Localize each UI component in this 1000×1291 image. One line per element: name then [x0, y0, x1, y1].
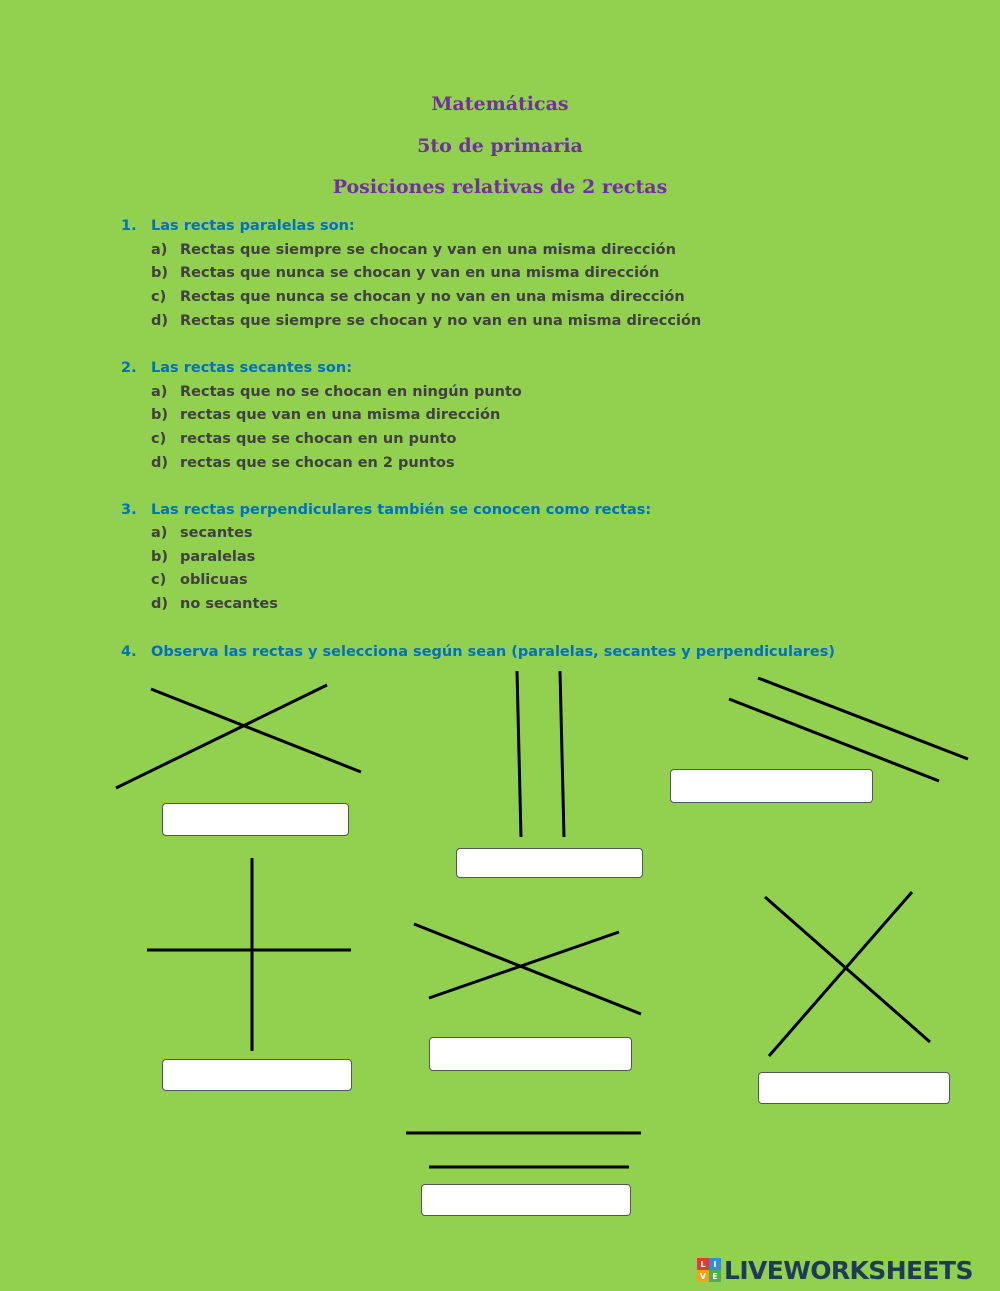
topic-title: Posiciones relativas de 2 rectas: [332, 176, 668, 198]
option-letter: a): [151, 384, 168, 400]
option-text[interactable]: Rectas que no se chocan en ningún punto: [180, 384, 522, 400]
option-letter: b): [151, 407, 169, 423]
logo-letter: E: [709, 1270, 721, 1282]
option-letter: d): [151, 455, 169, 471]
question-number: 2.: [121, 360, 137, 376]
option-letter: c): [151, 431, 167, 447]
option-letter: a): [151, 242, 168, 258]
question-text: Observa las rectas y selecciona según sean (paralelas, secantes y perpendiculares): [151, 644, 835, 660]
diagram-parallel-horizontal: [406, 1133, 641, 1167]
option-text[interactable]: secantes: [180, 525, 253, 541]
option-text[interactable]: Rectas que siempre se chocan y no van en una misma dirección: [180, 313, 702, 329]
answer-input-2[interactable]: [456, 848, 643, 878]
option-text[interactable]: Rectas que siempre se chocan y van en una misma dirección: [180, 242, 676, 258]
option-text[interactable]: oblicuas: [180, 572, 248, 588]
line: [116, 685, 327, 788]
option-text[interactable]: rectas que se chocan en 2 puntos: [180, 455, 455, 471]
line: [151, 689, 361, 772]
logo-letter: I: [709, 1258, 721, 1270]
answer-input-7[interactable]: [421, 1184, 631, 1216]
logo-letter: L: [697, 1258, 709, 1270]
question-number: 4.: [121, 644, 137, 660]
option-text[interactable]: paralelas: [180, 549, 256, 565]
liveworksheets-logo-icon: [697, 1258, 721, 1282]
line: [758, 678, 968, 759]
line: [560, 671, 564, 837]
diagram-parallel-diagonal: [729, 678, 968, 781]
option-letter: c): [151, 572, 167, 588]
diagram-secant-2: [414, 924, 641, 1014]
diagram-secant-1: [116, 685, 361, 788]
diagram-parallel-vertical: [517, 671, 564, 837]
answer-input-1[interactable]: [162, 803, 349, 836]
diagram-perpendicular-cross: [147, 858, 351, 1051]
line: [765, 897, 930, 1042]
line: [517, 671, 521, 837]
logo-letter: V: [697, 1270, 709, 1282]
question-text: Las rectas paralelas son:: [151, 218, 355, 234]
option-letter: d): [151, 596, 169, 612]
answer-input-3[interactable]: [670, 769, 873, 803]
option-text[interactable]: no secantes: [180, 596, 278, 612]
question-number: 3.: [121, 502, 137, 518]
grade-title: 5to de primaria: [417, 135, 583, 157]
option-letter: c): [151, 289, 167, 305]
question-number: 1.: [121, 218, 137, 234]
answer-input-6[interactable]: [758, 1072, 950, 1104]
line: [769, 892, 912, 1056]
subject-title: Matemáticas: [431, 93, 569, 115]
option-text[interactable]: Rectas que nunca se chocan y van en una misma dirección: [180, 265, 660, 281]
option-text[interactable]: Rectas que nunca se chocan y no van en una misma dirección: [180, 289, 685, 305]
answer-input-5[interactable]: [429, 1037, 632, 1071]
option-letter: b): [151, 265, 169, 281]
question-text: Las rectas secantes son:: [151, 360, 353, 376]
question-text: Las rectas perpendiculares también se conocen como rectas:: [151, 502, 652, 518]
diagram-perpendicular-x: [765, 892, 930, 1056]
option-letter: d): [151, 313, 169, 329]
liveworksheets-brand: [697, 1256, 973, 1284]
option-text[interactable]: rectas que van en una misma dirección: [180, 407, 501, 423]
option-letter: a): [151, 525, 168, 541]
option-text[interactable]: rectas que se chocan en un punto: [180, 431, 457, 447]
option-letter: b): [151, 549, 169, 565]
answer-input-4[interactable]: [162, 1059, 352, 1091]
brand-name: LIVEWORKSHEETS: [724, 1255, 973, 1285]
